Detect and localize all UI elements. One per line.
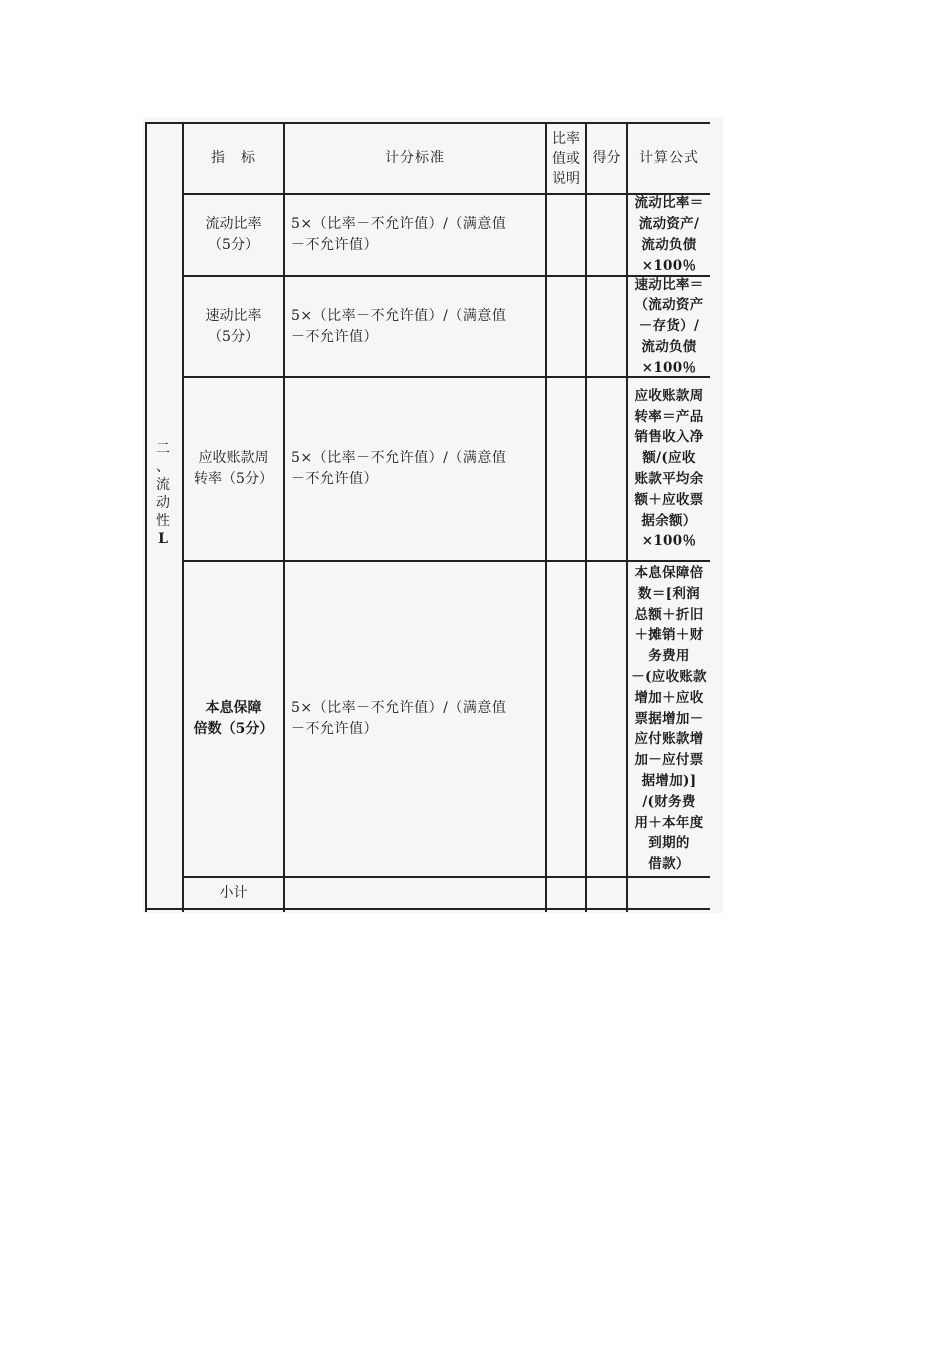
section-label-char: L bbox=[158, 531, 168, 547]
score-value bbox=[587, 562, 626, 876]
section-label-char: 性 bbox=[156, 513, 170, 529]
header-standard: 计分标准 bbox=[385, 150, 445, 166]
section-label-char: 流 bbox=[156, 477, 170, 493]
scoring-standard: 5×（比率－不允许值）/（满意值 －不允许值） bbox=[291, 450, 507, 487]
score-value bbox=[587, 378, 626, 560]
score-value bbox=[587, 195, 626, 275]
scoring-standard: 5×（比率－不允许值）/（满意值 －不允许值） bbox=[291, 307, 507, 345]
indicator-name: 流动比率 （5分） bbox=[205, 216, 262, 253]
section-label bbox=[148, 440, 178, 580]
table-border-left bbox=[145, 122, 147, 912]
ratio-value bbox=[547, 195, 585, 275]
header-indicator: 指 标 bbox=[211, 150, 256, 166]
calculation-formula: 应收账款周 转率＝产品 销售收入净 额/(应收 账款平均余 额＋应收票 据余额） ×100％ bbox=[634, 387, 704, 550]
calculation-formula: 流动比率＝ 流动资产/ 流动负债 ×100％ bbox=[634, 195, 704, 274]
header-score: 得分 bbox=[592, 150, 621, 166]
header-ratio: 比率 值或 说明 bbox=[552, 130, 580, 187]
scoring-standard: 5×（比率－不允许值）/（满意值 －不允许值） bbox=[291, 700, 507, 737]
indicator-name: 本息保障 倍数（5分） bbox=[193, 700, 274, 737]
score-value bbox=[587, 277, 626, 376]
subtotal-label: 小计 bbox=[219, 884, 248, 901]
ratio-value bbox=[547, 378, 585, 560]
header-formula: 计算公式 bbox=[639, 150, 699, 166]
section-label-char: 二 bbox=[156, 441, 170, 457]
ratio-value bbox=[547, 562, 585, 876]
section-label-char: 、 bbox=[156, 459, 170, 475]
table-border-bottom bbox=[145, 908, 710, 910]
calculation-formula: 速动比率＝ （流动资产 －存货）/ 流动负债 ×100％ bbox=[634, 276, 704, 376]
scoring-standard: 5×（比率－不允许值）/（满意值 －不允许值） bbox=[291, 216, 507, 253]
indicator-name: 速动比率 （5分） bbox=[205, 307, 262, 345]
calculation-formula: 本息保障倍 数＝[利润 总额＋折旧 ＋摊销＋财 务费用 －(应收账款 增加＋应收 票据增加－ 应付账款增 加－应付票 据增加)] /(财务费 用＋本年度 到期的 借款） bbox=[631, 565, 707, 873]
section-label-char: 动 bbox=[156, 495, 170, 511]
ratio-value bbox=[547, 277, 585, 376]
indicator-name: 应收账款周 转率（5分） bbox=[194, 450, 273, 487]
